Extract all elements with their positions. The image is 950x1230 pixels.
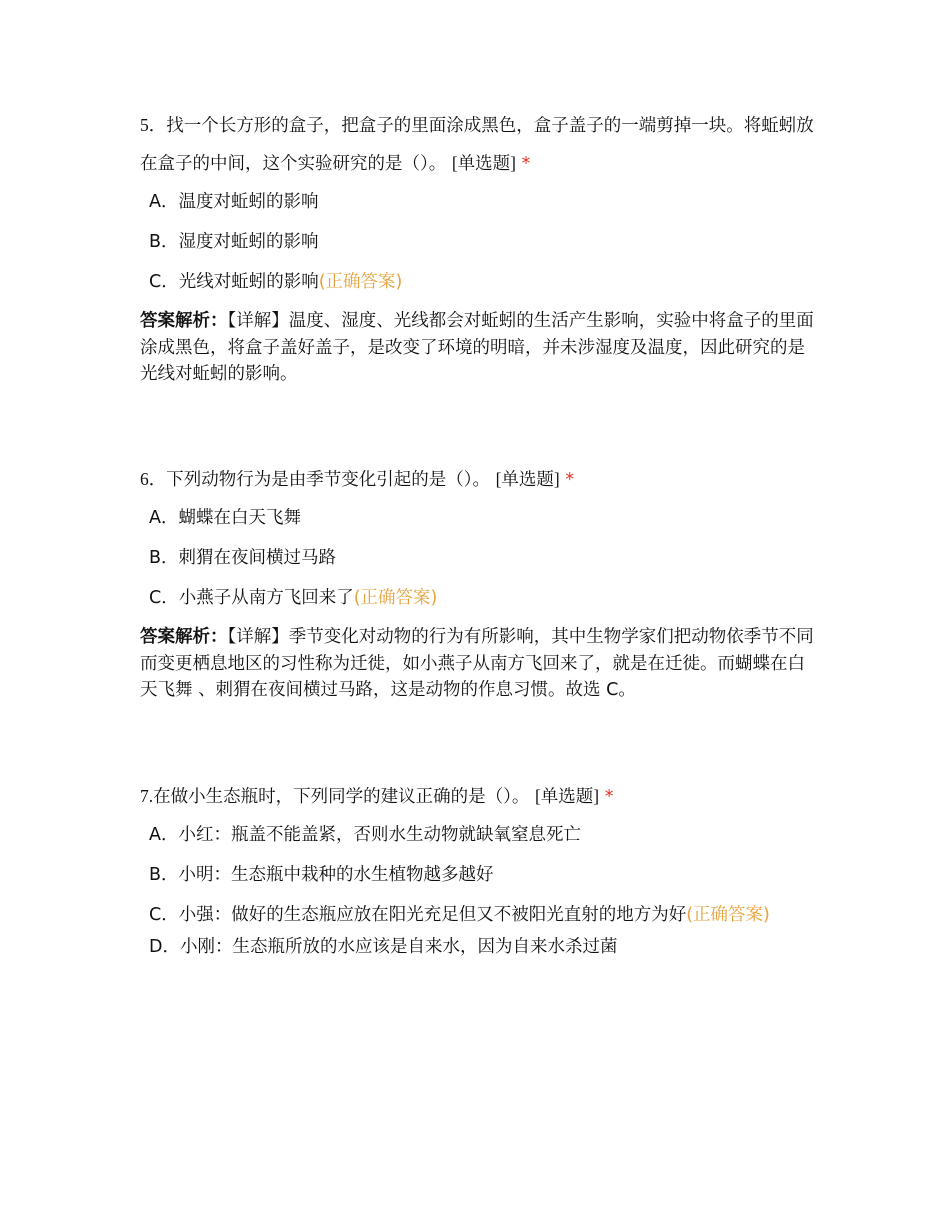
question-type: [单选题] xyxy=(451,153,516,173)
option-c[interactable]: C．光线对蚯蚓的影响(正确答案) xyxy=(149,272,403,292)
question-7 xyxy=(140,778,820,974)
option-list xyxy=(140,505,820,611)
question-stem: 6．下列动物行为是由季节变化引起的是（）。 [单选题] * xyxy=(140,469,575,490)
answer-analysis: 答案解析：【详解】温度、湿度、光线都会对蚯蚓的生活产生影响，实验中将盒子的里面涂成黑色，将盒子盖好盖子，是改变了环境的明暗，并未涉湿度及温度，因此研究的是光线对蚯蚓的影响。 xyxy=(140,311,814,384)
option-list xyxy=(140,189,820,295)
option-c[interactable]: C．小燕子从南方飞回来了(正确答案) xyxy=(149,588,438,608)
required-marker: * xyxy=(565,470,575,490)
question-type: [单选题] xyxy=(534,786,600,806)
option-b[interactable]: B．刺猬在夜间横过马路 xyxy=(149,548,337,568)
correct-answer-tag: (正确答案) xyxy=(318,272,403,292)
question-stem: 7.在做小生态瓶时，下列同学的建议正确的是（）。 [单选题] * xyxy=(140,786,614,807)
option-list xyxy=(140,822,820,960)
correct-answer-tag: (正确答案) xyxy=(686,905,770,925)
correct-answer-tag: (正确答案) xyxy=(353,588,438,608)
option-b[interactable]: B．湿度对蚯蚓的影响 xyxy=(149,232,319,252)
question-type: [单选题] xyxy=(495,469,560,489)
analysis-label: 答案解析： xyxy=(140,311,228,331)
option-a[interactable]: A．蝴蝶在白天飞舞 xyxy=(149,508,301,528)
option-d[interactable]: D．小刚：生态瓶所放的水应该是自来水，因为自来水杀过菌 xyxy=(149,937,618,957)
option-b[interactable]: B．小明：生态瓶中栽种的水生植物越多越好 xyxy=(149,865,494,885)
analysis-label: 答案解析： xyxy=(140,627,228,647)
question-stem: 5．找一个长方形的盒子，把盒子的里面涂成黑色，盒子盖子的一端剪掉一块。将蚯蚓放在盒子的中间，这个实验研究的是（）。 [单选题] * xyxy=(140,115,814,174)
question-5 xyxy=(140,107,820,388)
question-6 xyxy=(140,461,820,704)
required-marker: * xyxy=(604,787,614,807)
answer-analysis: 答案解析：【详解】季节变化对动物的行为有所影响，其中生物学家们把动物依季节不同而变更栖息地区的习性称为迁徙，如小燕子从南方飞回来了，就是在迁徙。而蝴蝶在白天飞舞 、刺猬在夜间横过马路，这是动物的作息习惯。故选 C。 xyxy=(140,627,814,700)
option-c[interactable]: C．小强：做好的生态瓶应放在阳光充足但又不被阳光直射的地方为好(正确答案) xyxy=(149,905,770,925)
option-a[interactable]: A．温度对蚯蚓的影响 xyxy=(149,192,319,212)
option-a[interactable]: A．小红：瓶盖不能盖紧，否则水生动物就缺氧窒息死亡 xyxy=(149,825,581,845)
required-marker: * xyxy=(521,154,531,174)
